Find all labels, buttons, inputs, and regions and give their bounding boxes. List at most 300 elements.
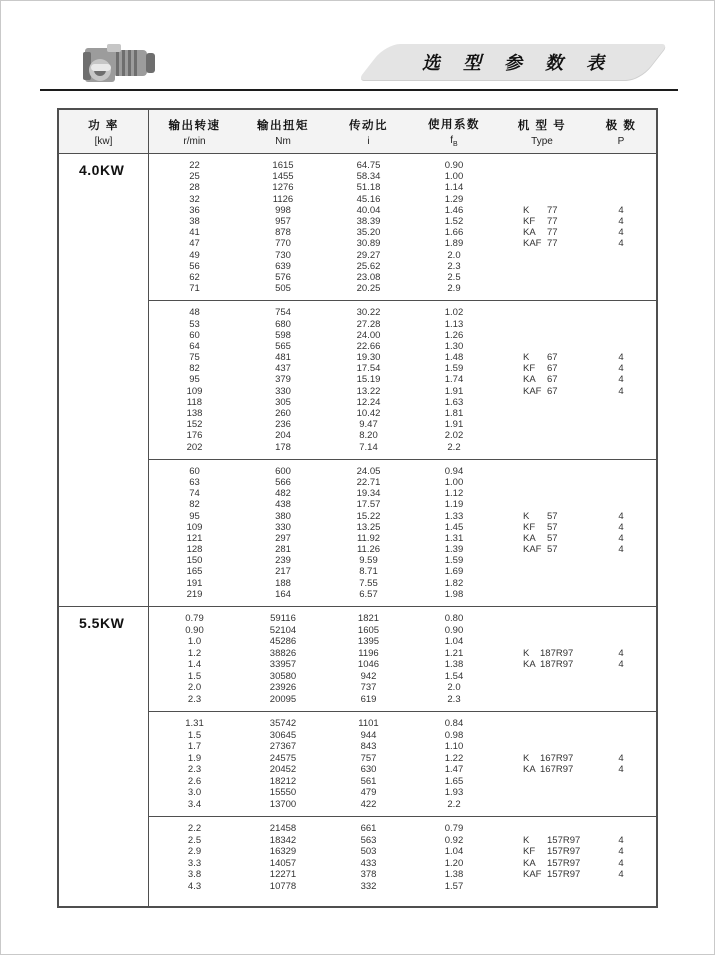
header-poles-unit: P [617, 135, 625, 147]
table-row [149, 869, 656, 881]
speed-cell: 3.8 [187, 869, 202, 881]
factor-cell: 1.89 [444, 238, 464, 250]
header-ratio [326, 110, 411, 153]
torque-cell: 566 [275, 476, 291, 488]
speed-cell: 63 [189, 476, 200, 488]
factor-cell: 0.94 [444, 465, 464, 477]
factor-cell: 1.14 [444, 182, 464, 194]
poles-cell: 4 [618, 238, 624, 250]
header-ratio-cn: 传动比 [349, 119, 388, 132]
table-block [149, 300, 656, 458]
table-row [149, 408, 656, 419]
factor-cell: 1.93 [444, 787, 464, 799]
table-row [149, 647, 656, 659]
ratio-cell: 503 [360, 846, 377, 858]
header-service-factor-unit [450, 135, 457, 148]
header-power-cn: 功 率 [88, 119, 119, 132]
factor-cell: 2.0 [447, 682, 461, 694]
table-row [149, 352, 656, 363]
type-prefix: KAF [523, 544, 542, 556]
factor-cell: 1.00 [444, 171, 464, 183]
factor-cell: 1.21 [444, 647, 464, 659]
torque-cell: 59116 [270, 613, 296, 625]
table-row [149, 419, 656, 430]
header-type-cn: 机 型 号 [517, 119, 567, 132]
table-row [149, 477, 656, 488]
table-row [149, 194, 656, 205]
speed-cell: 2.9 [187, 846, 202, 858]
speed-cell: 71 [189, 283, 200, 295]
type-cell [497, 216, 587, 227]
ratio-cell: 378 [360, 869, 377, 881]
header-type [497, 110, 587, 153]
table-row [149, 227, 656, 238]
torque-cell: 20095 [269, 693, 297, 705]
type-cell [497, 544, 587, 555]
factor-cell: 1.91 [444, 385, 464, 397]
ratio-cell: 332 [360, 880, 377, 892]
torque-cell: 24575 [269, 752, 297, 764]
type-prefix: K [523, 752, 530, 764]
torque-cell: 27367 [269, 741, 297, 753]
ratio-cell: 6.57 [359, 588, 378, 600]
factor-cell: 1.91 [444, 419, 464, 431]
factor-cell: 1.10 [444, 741, 464, 753]
factor-cell: 1.20 [444, 857, 464, 869]
speed-cell: 25 [189, 171, 200, 183]
torque-cell: 598 [275, 329, 291, 341]
header-rule [40, 89, 678, 91]
type-prefix: KAF [523, 869, 542, 881]
ratio-cell: 29.27 [356, 249, 381, 261]
table-row [149, 787, 656, 799]
table-block [149, 816, 656, 906]
factor-cell: 1.54 [444, 670, 464, 682]
ratio-cell: 1101 [358, 718, 379, 730]
header-power [59, 110, 149, 153]
torque-cell: 330 [275, 521, 291, 533]
poles-cell: 4 [618, 216, 624, 228]
speed-cell: 64 [189, 340, 200, 352]
speed-cell: 0.90 [185, 624, 204, 636]
type-prefix: KA [523, 227, 536, 239]
poles-cell: 4 [618, 532, 624, 544]
ratio-cell: 19.34 [356, 488, 381, 500]
table-row [149, 880, 656, 892]
factor-cell: 1.26 [444, 329, 464, 341]
torque-cell: 204 [275, 430, 291, 442]
ratio-cell: 8.20 [359, 430, 378, 442]
ratio-cell: 737 [360, 682, 377, 694]
factor-cell: 1.00 [444, 476, 464, 488]
speed-cell: 56 [189, 260, 200, 272]
speed-cell: 138 [186, 408, 203, 420]
factor-cell: 1.04 [444, 636, 464, 648]
type-cell [497, 753, 587, 764]
ratio-cell: 40.04 [356, 204, 381, 216]
table-row [149, 566, 656, 577]
factor-cell: 0.98 [444, 729, 464, 741]
speed-cell: 1.0 [187, 636, 202, 648]
table-row [149, 718, 656, 730]
factor-cell: 1.47 [444, 764, 464, 776]
speed-cell: 2.2 [187, 823, 202, 835]
type-prefix: KF [523, 521, 536, 533]
ratio-cell: 11.92 [356, 532, 381, 544]
torque-cell: 52104 [269, 624, 297, 636]
factor-cell: 2.0 [447, 249, 461, 261]
torque-cell: 957 [275, 216, 291, 228]
type-cell [497, 533, 587, 544]
type-cell [497, 352, 587, 363]
header-service-factor [411, 110, 497, 153]
table-row [149, 205, 656, 216]
speed-cell: 1.4 [187, 659, 202, 671]
speed-cell: 95 [189, 510, 200, 522]
type-prefix: K [523, 352, 530, 364]
factor-cell: 0.84 [444, 718, 464, 730]
type-model: 67 [547, 385, 558, 397]
power-column [59, 607, 149, 906]
factor-cell: 0.90 [444, 624, 464, 636]
factor-cell: 1.65 [444, 775, 464, 787]
torque-cell: 260 [275, 408, 291, 420]
speed-cell: 82 [189, 363, 200, 375]
ratio-cell: 45.16 [356, 193, 381, 205]
torque-cell: 380 [275, 510, 291, 522]
speed-cell: 49 [189, 249, 200, 261]
speed-cell: 74 [189, 488, 200, 500]
ratio-cell: 479 [360, 787, 377, 799]
torque-cell: 35742 [269, 718, 297, 730]
factor-cell: 1.52 [444, 216, 464, 228]
table-row [149, 250, 656, 261]
speed-cell: 4.3 [187, 880, 202, 892]
type-model: 77 [547, 238, 558, 250]
table-row [149, 752, 656, 764]
table-header-row [59, 110, 656, 154]
factor-cell: 2.3 [447, 260, 461, 272]
speed-cell: 28 [189, 182, 200, 194]
header-poles [587, 110, 655, 153]
power-label: 5.5KW [79, 614, 125, 631]
title-banner [372, 44, 654, 80]
ratio-cell: 24.00 [356, 329, 381, 341]
torque-cell: 14057 [269, 857, 297, 869]
table-row [149, 522, 656, 533]
torque-cell: 38826 [269, 647, 297, 659]
torque-cell: 1126 [272, 193, 294, 205]
torque-cell: 878 [275, 227, 291, 239]
ratio-cell: 843 [360, 741, 377, 753]
torque-cell: 600 [275, 465, 291, 477]
table-row [149, 578, 656, 589]
torque-cell: 13700 [269, 798, 297, 810]
ratio-cell: 1196 [358, 647, 379, 659]
factor-cell: 2.5 [447, 271, 461, 283]
torque-cell: 482 [275, 488, 291, 500]
factor-cell: 1.02 [444, 307, 464, 319]
speed-cell: 2.5 [187, 834, 202, 846]
speed-cell: 47 [189, 238, 200, 250]
table-row [149, 307, 656, 318]
speed-cell: 82 [189, 499, 200, 511]
table-row [149, 510, 656, 521]
ratio-cell: 757 [360, 752, 377, 764]
torque-cell: 639 [275, 260, 291, 272]
factor-cell: 2.9 [447, 283, 461, 295]
speed-cell: 1.5 [187, 729, 202, 741]
torque-cell: 754 [275, 307, 291, 319]
factor-cell: 1.69 [444, 566, 464, 578]
table-row [149, 682, 656, 694]
table-row [149, 544, 656, 555]
factor-cell: 1.98 [444, 588, 464, 600]
speed-cell: 191 [186, 577, 203, 589]
factor-cell: 0.92 [444, 834, 464, 846]
ratio-cell: 13.22 [356, 385, 381, 397]
table-row [149, 533, 656, 544]
ratio-cell: 30.89 [356, 238, 381, 250]
speed-cell: 1.5 [187, 670, 202, 682]
ratio-cell: 15.22 [356, 510, 381, 522]
type-prefix: KA [523, 374, 536, 386]
ratio-cell: 10.42 [356, 408, 381, 420]
factor-cell: 1.13 [444, 318, 464, 330]
table-row [149, 430, 656, 441]
ratio-cell: 17.57 [356, 499, 381, 511]
table-row [149, 341, 656, 352]
table-row [149, 775, 656, 787]
factor-cell: 1.30 [444, 340, 464, 352]
table-row [149, 272, 656, 283]
table-row [149, 386, 656, 397]
type-cell [497, 227, 587, 238]
header-speed-unit: r/min [183, 135, 206, 147]
torque-cell: 297 [275, 532, 291, 544]
factor-cell: 1.59 [444, 363, 464, 375]
type-cell [497, 205, 587, 216]
factor-cell: 0.79 [444, 823, 464, 835]
torque-cell: 576 [275, 271, 291, 283]
poles-cell: 4 [618, 204, 624, 216]
poles-cell: 4 [618, 647, 624, 659]
speed-cell: 95 [189, 374, 200, 386]
table-row [149, 466, 656, 477]
torque-cell: 1455 [272, 171, 294, 183]
factor-cell: 1.48 [444, 352, 464, 364]
ratio-cell: 9.59 [359, 555, 378, 567]
table-row [149, 442, 656, 453]
speed-cell: 3.3 [187, 857, 202, 869]
factor-cell: 1.45 [444, 521, 464, 533]
speed-cell: 48 [189, 307, 200, 319]
torque-cell: 1276 [272, 182, 294, 194]
poles-cell: 4 [618, 521, 624, 533]
poles-cell: 4 [618, 385, 624, 397]
type-model: 157R97 [547, 857, 581, 869]
ratio-cell: 422 [360, 798, 377, 810]
header-poles-cn: 极 数 [605, 119, 637, 132]
ratio-cell: 19.30 [356, 352, 381, 364]
ratio-cell: 51.18 [356, 182, 381, 194]
torque-cell: 438 [275, 499, 291, 511]
speed-cell: 22 [189, 160, 200, 172]
poles-cell: 4 [618, 544, 624, 556]
factor-cell: 1.31 [444, 532, 464, 544]
poles-cell: 4 [618, 857, 624, 869]
table-row [149, 160, 656, 171]
poles-cell: 4 [618, 869, 624, 881]
header-power-unit: [kw] [94, 135, 113, 147]
factor-cell: 1.04 [444, 846, 464, 858]
type-prefix: KF [523, 363, 536, 375]
section-blocks [149, 607, 656, 906]
type-model: 157R97 [547, 846, 581, 858]
ratio-cell: 561 [360, 775, 377, 787]
table-section [59, 154, 656, 606]
table-row [149, 171, 656, 182]
type-model: 157R97 [547, 834, 581, 846]
torque-cell: 565 [275, 340, 291, 352]
ratio-cell: 17.54 [356, 363, 381, 375]
type-model: 77 [547, 204, 558, 216]
poles-cell: 4 [618, 227, 624, 239]
type-prefix: K [523, 204, 530, 216]
type-prefix: K [523, 647, 530, 659]
type-prefix: K [523, 834, 530, 846]
torque-cell: 16329 [269, 846, 297, 858]
ratio-cell: 433 [360, 857, 377, 869]
table-row [149, 693, 656, 705]
torque-cell: 379 [275, 374, 291, 386]
table-row [149, 555, 656, 566]
speed-cell: 128 [186, 544, 203, 556]
table-row [149, 216, 656, 227]
table-row [149, 764, 656, 776]
header-speed [149, 110, 240, 153]
torque-cell: 164 [275, 588, 291, 600]
ratio-cell: 64.75 [356, 160, 381, 172]
table-row [149, 330, 656, 341]
factor-cell: 1.22 [444, 752, 464, 764]
speed-cell: 109 [186, 385, 203, 397]
table-body [59, 154, 656, 906]
speed-cell: 3.4 [187, 798, 202, 810]
table-block [149, 459, 656, 606]
factor-cell: 1.81 [444, 408, 464, 420]
torque-cell: 188 [275, 577, 291, 589]
poles-cell: 4 [618, 510, 624, 522]
type-model: 67 [547, 374, 558, 386]
type-cell [497, 522, 587, 533]
ratio-cell: 8.71 [359, 566, 378, 578]
torque-cell: 33957 [269, 659, 297, 671]
torque-cell: 1615 [272, 160, 294, 172]
table-row [149, 374, 656, 385]
torque-cell: 18212 [269, 775, 297, 787]
ratio-cell: 942 [360, 670, 377, 682]
table-row [149, 798, 656, 810]
type-prefix: KAF [523, 238, 542, 250]
ratio-cell: 23.08 [356, 271, 381, 283]
factor-cell: 1.38 [444, 659, 464, 671]
torque-cell: 30645 [269, 729, 297, 741]
speed-cell: 0.79 [185, 613, 204, 625]
poles-cell: 4 [618, 659, 624, 671]
type-cell [497, 846, 587, 857]
gearmotor-illustration [63, 36, 175, 93]
header-type-unit: Type [531, 135, 553, 147]
header-torque [240, 110, 326, 153]
table-row [149, 589, 656, 600]
torque-cell: 281 [275, 544, 291, 556]
factor-cell: 0.80 [444, 613, 464, 625]
torque-cell: 12271 [269, 869, 297, 881]
table-row [149, 318, 656, 329]
factor-cell: 2.2 [447, 798, 461, 810]
speed-cell: 219 [186, 588, 203, 600]
torque-cell: 305 [275, 396, 291, 408]
factor-cell: 1.38 [444, 869, 464, 881]
poles-cell: 4 [618, 752, 624, 764]
type-model: 77 [547, 227, 558, 239]
factor-cell: 1.46 [444, 204, 464, 216]
torque-cell: 10778 [269, 880, 297, 892]
torque-cell: 481 [275, 352, 291, 364]
ratio-cell: 15.19 [356, 374, 381, 386]
table-row [149, 261, 656, 272]
ratio-cell: 1605 [357, 624, 380, 636]
speed-cell: 1.31 [185, 718, 204, 730]
section-blocks [149, 154, 656, 606]
table-row [149, 846, 656, 858]
ratio-cell: 30.22 [356, 307, 381, 319]
speed-cell: 2.3 [187, 764, 202, 776]
speed-cell: 3.0 [187, 787, 202, 799]
speed-cell: 62 [189, 271, 200, 283]
torque-cell: 18342 [269, 834, 297, 846]
factor-cell: 1.74 [444, 374, 464, 386]
speed-cell: 36 [189, 204, 200, 216]
torque-cell: 23926 [269, 682, 297, 694]
ratio-cell: 11.26 [356, 544, 381, 556]
ratio-cell: 24.05 [356, 465, 381, 477]
ratio-cell: 944 [360, 729, 377, 741]
speed-cell: 1.7 [187, 741, 202, 753]
factor-cell: 1.29 [444, 193, 464, 205]
speed-cell: 202 [186, 441, 203, 453]
factor-cell: 1.82 [444, 577, 464, 589]
factor-cell: 1.19 [444, 499, 464, 511]
table-row [149, 670, 656, 682]
type-prefix: KA [523, 857, 536, 869]
torque-cell: 680 [275, 318, 291, 330]
type-prefix: KF [523, 216, 536, 228]
ratio-cell: 1821 [357, 613, 380, 625]
ratio-cell: 1046 [357, 659, 380, 671]
type-cell [497, 764, 587, 775]
table-block [149, 711, 656, 816]
type-cell [497, 363, 587, 374]
ratio-cell: 20.25 [356, 283, 381, 295]
ratio-cell: 25.62 [356, 260, 381, 272]
torque-cell: 505 [275, 283, 291, 295]
torque-cell: 15550 [269, 787, 297, 799]
type-model: 167R97 [540, 752, 574, 764]
factor-cell: 1.12 [444, 488, 464, 500]
ratio-cell: 630 [360, 764, 377, 776]
